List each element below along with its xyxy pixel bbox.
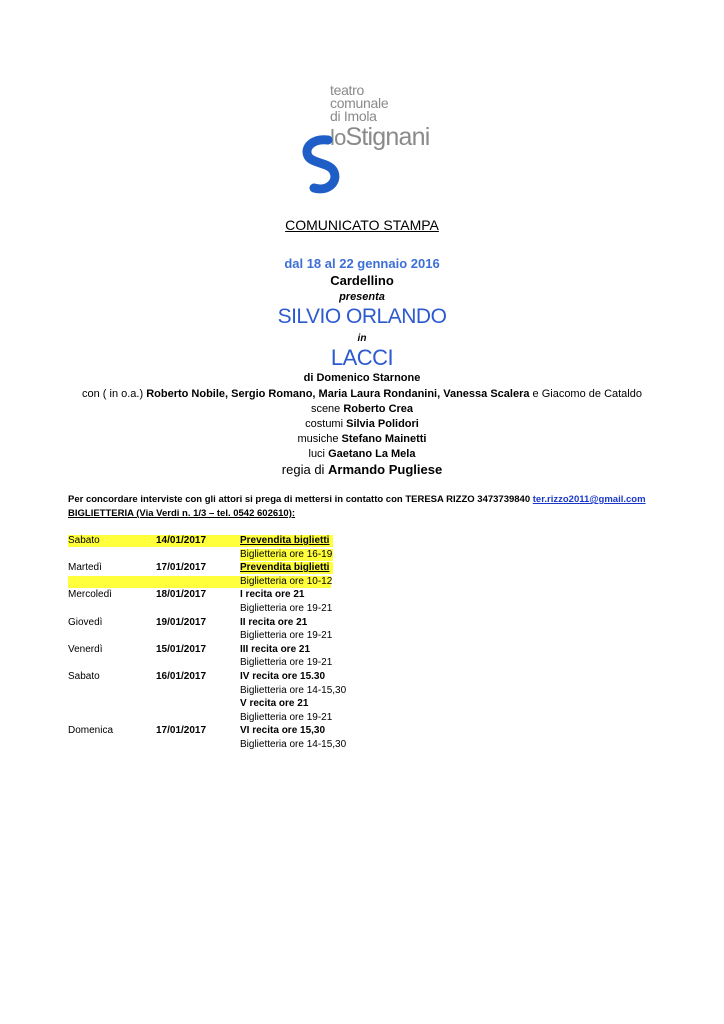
schedule-info: Prevendita biglietti	[240, 562, 330, 574]
schedule-row	[68, 711, 348, 725]
event-dates: dal 18 al 22 gennaio 2016	[284, 256, 440, 271]
credit-value: Roberto Crea	[343, 403, 414, 415]
schedule-day: Martedì	[68, 562, 102, 574]
box-office-heading: BIGLIETTERIA (Via Verdi n. 1/3 – tel. 0542 602610):	[68, 508, 296, 519]
schedule-info: IV recita ore 15.30	[240, 670, 326, 682]
in-label: in	[357, 333, 367, 344]
logo-line: di Imola	[330, 108, 377, 124]
author: di Domenico Starnone	[303, 372, 421, 384]
schedule-day: Domenica	[68, 725, 114, 737]
show-title: LACCI	[330, 345, 394, 370]
schedule-row	[68, 548, 348, 562]
schedule-info: Prevendita biglietti	[240, 535, 330, 546]
schedule-info: V recita ore 21	[240, 698, 309, 710]
schedule-row	[68, 602, 348, 616]
logo-line: teatro	[330, 82, 364, 98]
schedule-row	[68, 588, 348, 602]
schedule-row	[68, 697, 348, 711]
credit-luci	[0, 448, 724, 460]
cast-prefix: con ( in o.a.)	[82, 388, 147, 400]
schedule-date: 17/01/2017	[156, 562, 207, 574]
schedule-date: 14/01/2017	[156, 535, 207, 546]
credit-value: Stefano Mainetti	[341, 433, 427, 445]
schedule-info: I recita ore 21	[240, 589, 305, 601]
schedule-info: Biglietteria ore 19-21	[240, 711, 333, 723]
schedule-info: Biglietteria ore 19-21	[240, 657, 333, 669]
email-link[interactable]: ter.rizzo2011@gmail.com	[532, 494, 646, 505]
schedule-row	[68, 724, 348, 738]
schedule-date: 19/01/2017	[156, 616, 207, 628]
schedule-date: 16/01/2017	[156, 670, 207, 682]
credit-label: costumi	[305, 418, 347, 430]
credit-label: musiche	[297, 433, 342, 445]
credit-label: scene	[310, 403, 344, 415]
schedule-day: Giovedì	[68, 616, 103, 628]
cast-names: Roberto Nobile, Sergio Romano, Maria Laura Rondanini, Vanessa Scalera	[146, 388, 530, 400]
logo-s-mark-icon	[298, 134, 346, 196]
theatre-logo	[298, 82, 428, 198]
credit-label: luci	[308, 448, 329, 460]
contact-line	[68, 494, 646, 505]
credit-value: Silvia Polidori	[346, 418, 419, 430]
schedule-date: 17/01/2017	[156, 725, 207, 737]
logo-text	[330, 84, 388, 123]
schedule-info: III recita ore 21	[240, 643, 311, 655]
schedule-row	[68, 629, 348, 643]
credit-regia	[0, 462, 724, 477]
credit-value: Gaetano La Mela	[328, 448, 416, 460]
schedule-day: Sabato	[68, 535, 100, 546]
credit-value: Armando Pugliese	[328, 462, 443, 477]
logo-lo: lo	[330, 125, 346, 150]
schedule-row	[68, 738, 348, 752]
logo-line: comunale	[330, 95, 389, 111]
contact-text: Per concordare interviste con gli attori si prega di mettersi in contatto con TERESA RIZZO 3473739840	[68, 494, 533, 505]
cast-line	[0, 388, 724, 400]
schedule-row	[68, 616, 348, 630]
schedule-date: 18/01/2017	[156, 589, 207, 601]
cast-suffix: e Giacomo de Cataldo	[529, 388, 642, 400]
schedule-info: Biglietteria ore 19-21	[240, 630, 333, 642]
comunicato-heading: COMUNICATO STAMPA	[285, 217, 439, 233]
schedule-info: Biglietteria ore 14-15,30	[240, 684, 347, 696]
schedule-date: 15/01/2017	[156, 643, 207, 655]
credit-costumi	[0, 418, 724, 430]
schedule-row	[68, 534, 348, 548]
producer: Cardellino	[330, 273, 394, 288]
schedule-row	[68, 670, 348, 684]
schedule-row	[68, 656, 348, 670]
credit-label: regia di	[281, 462, 329, 477]
credit-musiche	[0, 433, 724, 445]
schedule-day: Sabato	[68, 670, 100, 682]
schedule-info: Biglietteria ore 10-12	[240, 575, 333, 587]
schedule-info: Biglietteria ore 14-15,30	[240, 738, 347, 750]
schedule-row	[68, 575, 348, 589]
schedule-table	[68, 534, 348, 752]
schedule-row	[68, 684, 348, 698]
logo-stignani: Stignani	[345, 123, 430, 151]
schedule-info: II recita ore 21	[240, 616, 308, 628]
schedule-row	[68, 561, 348, 575]
actor-name: SILVIO ORLANDO	[277, 305, 447, 328]
presenta-label: presenta	[339, 291, 385, 303]
schedule-info: Biglietteria ore 19-21	[240, 602, 333, 614]
schedule-info: Biglietteria ore 16-19	[240, 548, 333, 560]
schedule-row	[68, 643, 348, 657]
schedule-info: VI recita ore 15,30	[240, 725, 326, 737]
credit-scene	[0, 403, 724, 415]
schedule-day: Venerdì	[68, 643, 103, 655]
schedule-day: Mercoledì	[68, 589, 112, 601]
